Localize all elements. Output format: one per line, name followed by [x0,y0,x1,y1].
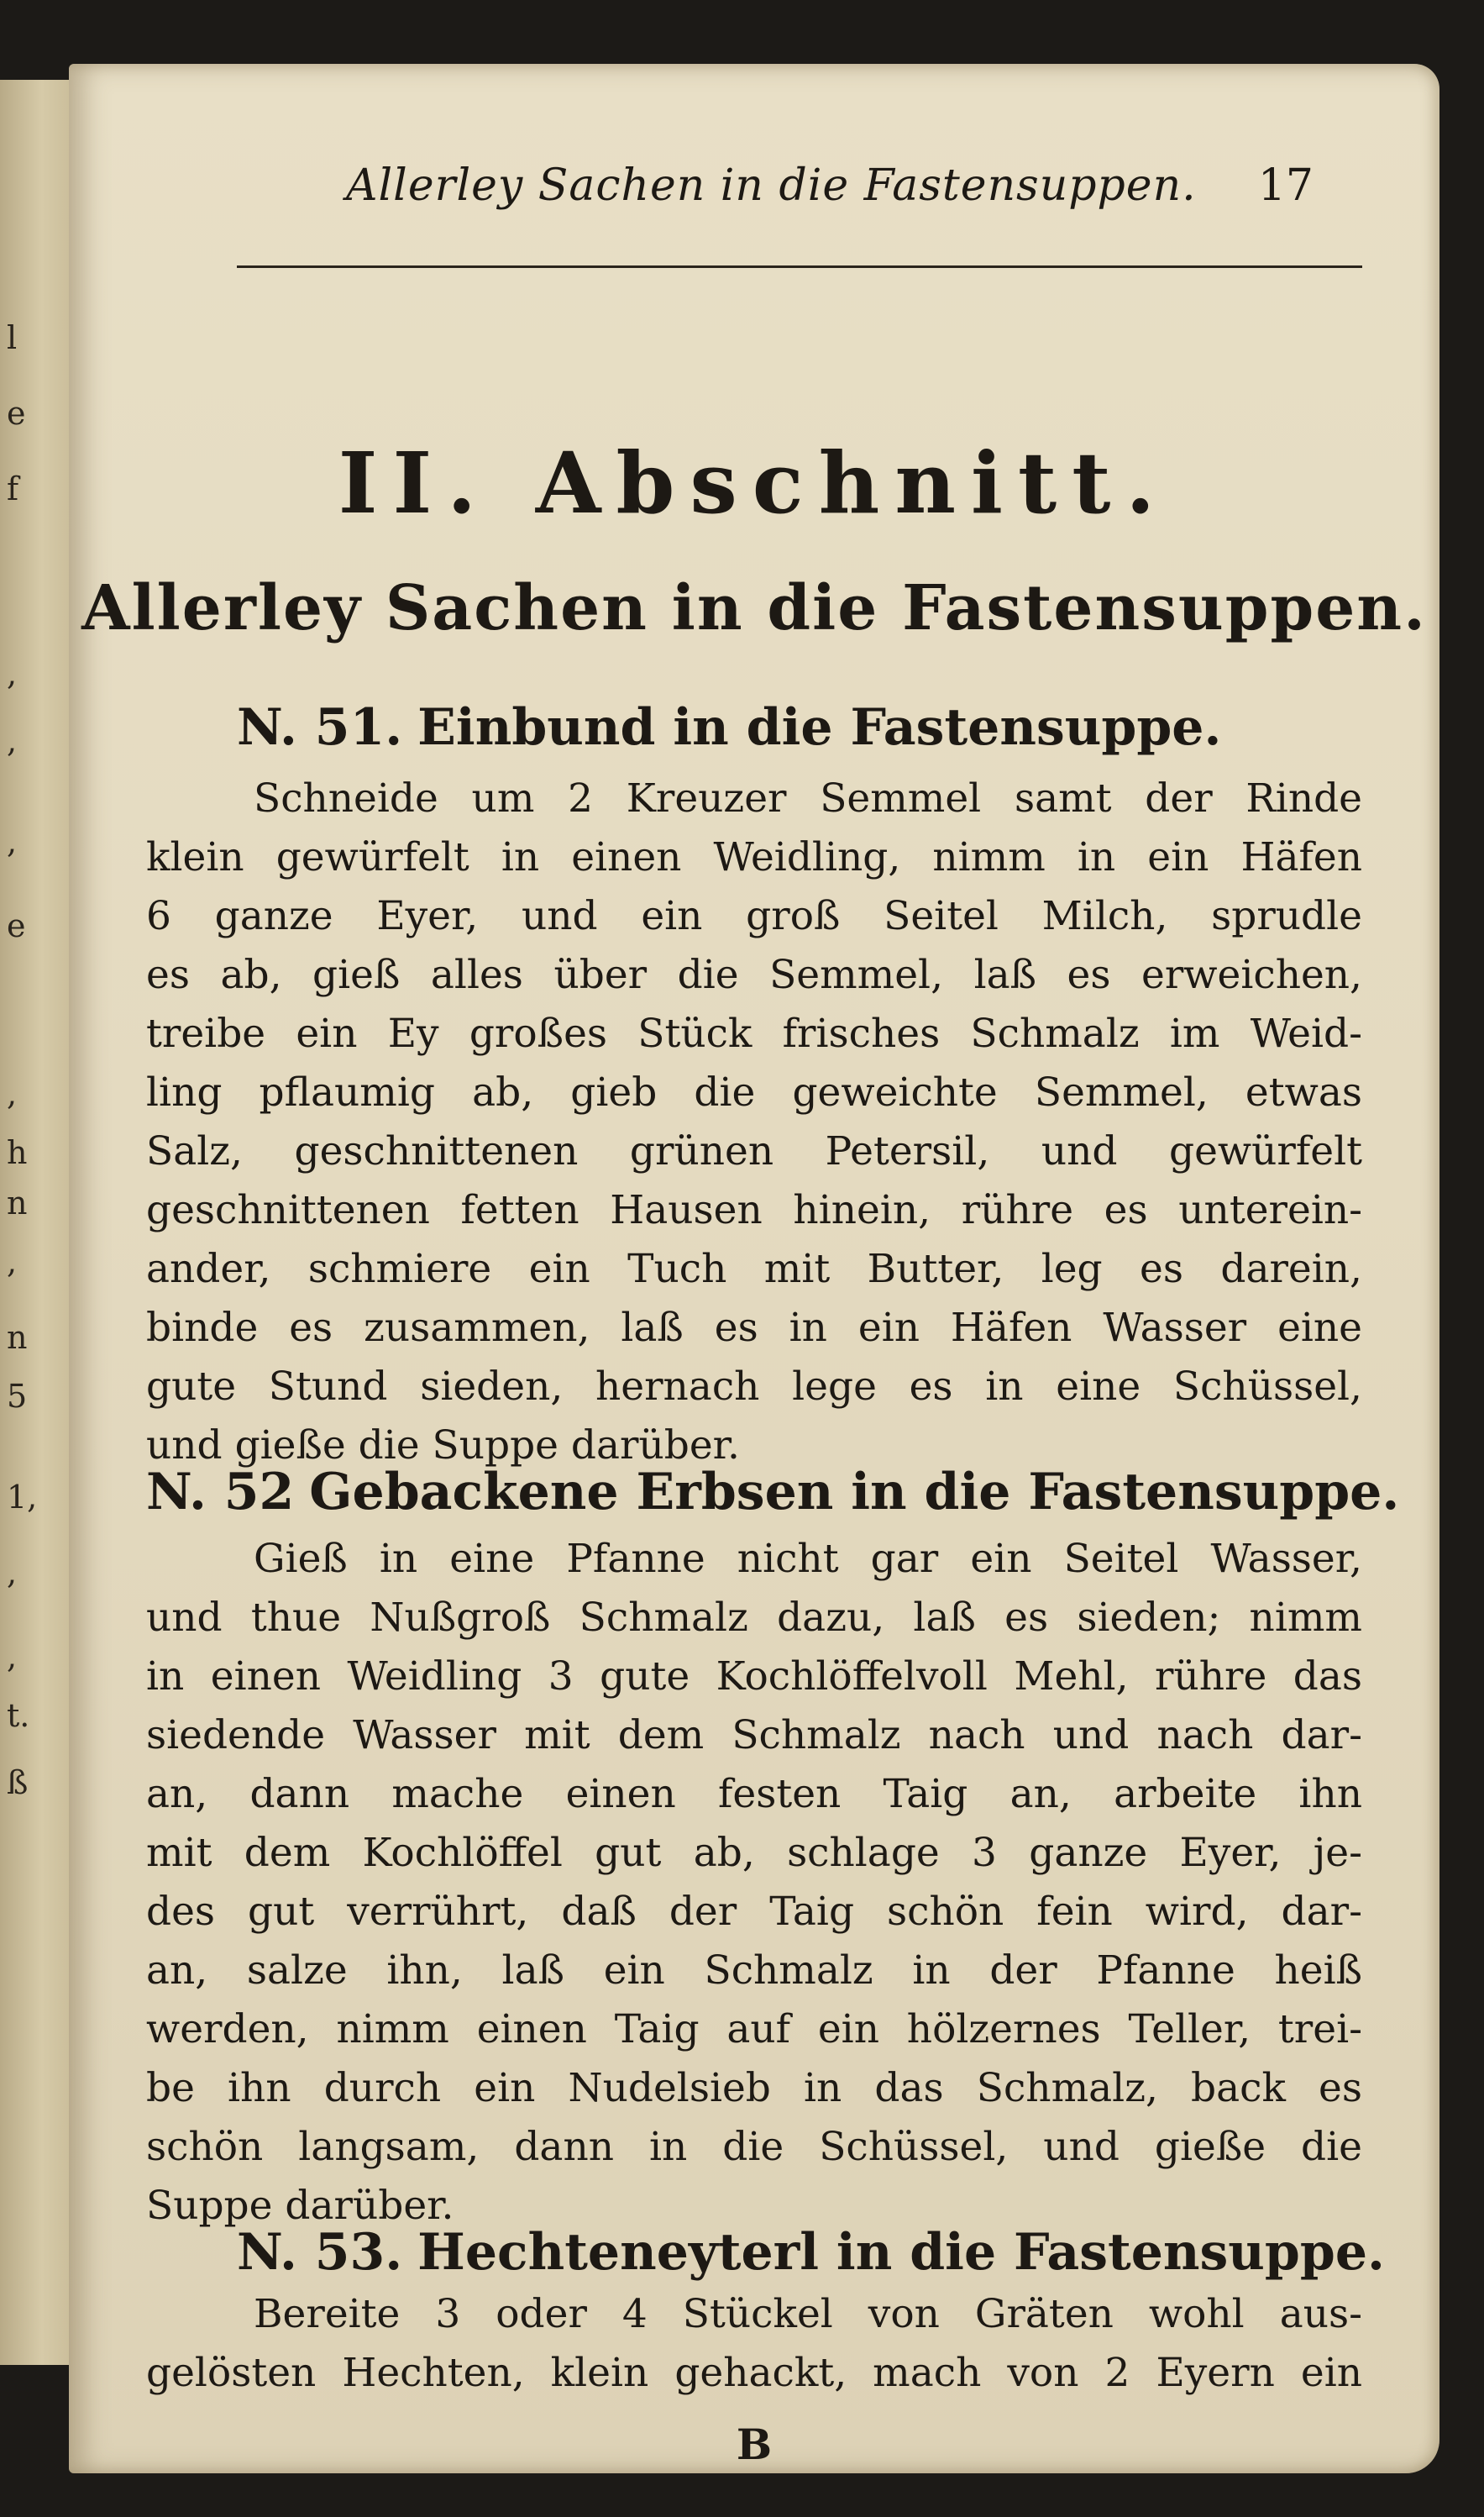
margin-fragment: , [7,1638,18,1675]
section-heading: II. Abschnitt. [338,434,1171,533]
text-line: es ab, gieß alles über die Semmel, laß es erweichen, [146,952,1362,998]
recipe-title: Gebackene Erbsen in die Fastensuppe. [309,1463,1400,1521]
margin-fragment: 5 [7,1378,28,1415]
text-line: Bereite 3 oder 4 Stückel von Gräten wohl aus- [254,2291,1362,2337]
margin-fragment: , [7,655,18,692]
margin-fragment: n [7,1185,28,1222]
text-line: siedende Wasser mit dem Schmalz nach und nach dar- [146,1712,1362,1758]
text-line: ling pflaumig ab, gieb die geweichte Semmel, etwas [146,1069,1362,1116]
recipe-title: Einbund in die Fastensuppe. [417,698,1222,757]
signature-mark: B [736,2420,773,2469]
text-line: treibe ein Ey großes Stück frisches Schmalz im Weid- [146,1011,1362,1057]
previous-page-edge [0,80,78,2365]
margin-fragment: f [7,470,19,507]
margin-fragment: n [7,1319,28,1356]
text-line: gelösten Hechten, klein gehackt, mach von 2 Eyern ein [146,2350,1362,2396]
recipe-title: Hechteneyterl in die Fastensuppe. [417,2223,1385,2282]
text-line: und gieße die Suppe darüber. [146,1422,740,1469]
header-rule [237,265,1362,268]
running-head-title: Allerley Sachen in die Fastensuppen. [346,160,1197,211]
recipe-number: N. 52 [146,1463,295,1521]
text-line: klein gewürfelt in einen Weidling, nimm in ein Häfen [146,834,1362,880]
text-line: des gut verrührt, daß der Taig schön fein wird, dar- [146,1889,1362,1935]
text-line: gute Stund sieden, hernach lege es in eine Schüssel, [146,1364,1362,1410]
text-line: Gieß in eine Pfanne nicht gar ein Seitel Wasser, [254,1536,1362,1582]
margin-fragment: h [7,1134,28,1171]
text-line: mit dem Kochlöffel gut ab, schlage 3 ganze Eyer, je- [146,1830,1362,1876]
running-head [270,160,1314,228]
margin-fragment: e [7,395,26,432]
text-line: an, dann mache einen festen Taig an, arbeite ihn [146,1771,1362,1817]
recipe-heading [237,698,1364,757]
margin-fragment: , [7,1075,18,1112]
text-line: schön langsam, dann in die Schüssel, und gieße die [146,2124,1362,2170]
text-line: an, salze ihn, laß ein Schmalz in der Pfanne heiß [146,1947,1362,1994]
text-line: binde es zusammen, laß es in ein Häfen Wasser eine [146,1305,1362,1351]
margin-fragment: , [7,723,18,759]
margin-fragment: ß [7,1764,29,1801]
text-line: ander, schmiere ein Tuch mit Butter, leg es darein, [146,1246,1362,1292]
text-line: 6 ganze Eyer, und ein groß Seitel Milch, sprudle [146,893,1362,939]
recipe-heading [237,2223,1385,2282]
section-subheading: Allerley Sachen in die Fastensuppen. [81,572,1427,644]
recipe-number: N. 51. [237,698,403,757]
recipe-number: N. 53. [237,2223,403,2282]
text-line: werden, nimm einen Taig auf ein hölzernes Teller, trei- [146,2006,1362,2052]
recipe-heading [146,1463,1400,1521]
margin-fragment: , [7,1554,18,1591]
text-line: in einen Weidling 3 gute Kochlöffelvoll Mehl, rühre das [146,1653,1362,1700]
text-line: Salz, geschnittenen grünen Petersil, und gewürfelt [146,1128,1362,1174]
text-line: geschnittenen fetten Hausen hinein, rühre es unterein- [146,1187,1362,1233]
margin-fragment: 1, [7,1479,38,1516]
margin-fragment: t. [7,1697,30,1734]
text-line: Schneide um 2 Kreuzer Semmel samt der Rinde [254,775,1362,822]
text-line: und thue Nußgroß Schmalz dazu, laß es sieden; nimm [146,1595,1362,1641]
text-line: Suppe darüber. [146,2183,454,2229]
margin-fragment: e [7,907,26,944]
page-number: 17 [1257,160,1314,211]
text-line: be ihn durch ein Nudelsieb in das Schmalz, back es [146,2065,1362,2111]
margin-fragment: , [7,1243,18,1280]
margin-fragment: , [7,823,18,860]
margin-fragment: l [7,319,18,356]
book-page [69,64,1439,2473]
